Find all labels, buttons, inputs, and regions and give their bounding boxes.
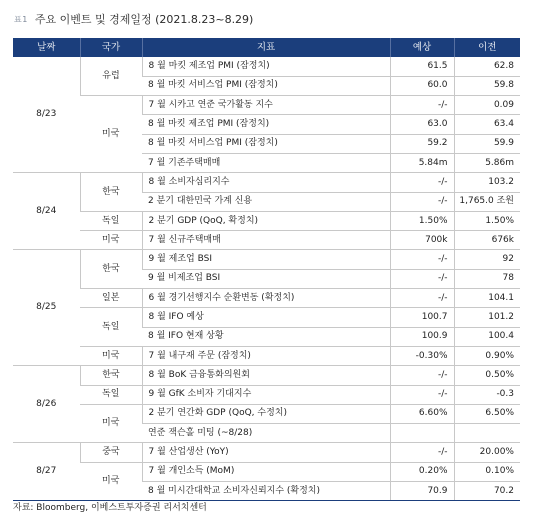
previous-cell: 5.86m (454, 153, 520, 172)
table-row (13, 346, 520, 365)
header-indicator: 지표 (142, 38, 390, 57)
forecast-cell: 60.0 (390, 76, 454, 95)
forecast-cell: -/- (390, 269, 454, 288)
table-row (13, 366, 520, 385)
country-cell: 한국 (80, 173, 142, 212)
previous-cell: 63.4 (454, 115, 520, 134)
previous-cell: 6.50% (454, 404, 520, 423)
previous-cell: 676k (454, 231, 520, 250)
forecast-cell: 100.7 (390, 308, 454, 327)
previous-cell: 1,765.0 조원 (454, 192, 520, 211)
header-country: 국가 (80, 38, 142, 57)
indicator-cell: 8 월 미시간대학교 소비자신뢰지수 (확정치) (142, 482, 390, 501)
forecast-cell: 0.20% (390, 462, 454, 481)
indicator-cell: 8 월 마킷 제조업 PMI (잠정치) (142, 115, 390, 134)
previous-cell: -0.3 (454, 385, 520, 404)
indicator-cell: 6 월 경기선행지수 순환변동 (확정치) (142, 289, 390, 308)
previous-cell: 101.2 (454, 308, 520, 327)
previous-cell: 62.8 (454, 57, 520, 76)
indicator-cell: 9 월 제조업 BSI (142, 250, 390, 269)
forecast-cell: -/- (390, 192, 454, 211)
indicator-cell: 7 월 시카고 연준 국가활동 지수 (142, 96, 390, 115)
indicator-cell: 8 월 마킷 서비스업 PMI (잠정치) (142, 76, 390, 95)
country-cell: 미국 (80, 346, 142, 365)
forecast-cell: 63.0 (390, 115, 454, 134)
indicator-cell: 2 분기 연간화 GDP (QoQ, 수정치) (142, 404, 390, 423)
previous-cell: 103.2 (454, 173, 520, 192)
forecast-cell: -/- (390, 385, 454, 404)
previous-cell: 0.50% (454, 366, 520, 385)
date-cell: 8/25 (13, 250, 80, 366)
table-row (13, 173, 520, 192)
country-cell: 독일 (80, 385, 142, 404)
table-title: 주요 이벤트 및 경제일정 (2021.8.23~8.29) (34, 13, 254, 26)
indicator-cell: 7 월 개인소득 (MoM) (142, 462, 390, 481)
indicator-cell: 7 월 기존주택매매 (142, 153, 390, 172)
previous-cell: 1.50% (454, 211, 520, 230)
previous-cell: 104.1 (454, 289, 520, 308)
forecast-cell: 61.5 (390, 57, 454, 76)
economic-calendar-table (13, 38, 520, 501)
indicator-cell: 8 월 BoK 금융통화의원회 (142, 366, 390, 385)
table-header (13, 38, 520, 57)
forecast-cell: -0.30% (390, 346, 454, 365)
indicator-cell: 8 월 IFO 예상 (142, 308, 390, 327)
header-previous: 이전 (454, 38, 520, 57)
forecast-cell: 70.9 (390, 482, 454, 501)
indicator-cell: 연준 잭슨홀 미팅 (~8/28) (142, 424, 390, 443)
table-row (13, 289, 520, 308)
country-cell: 미국 (80, 404, 142, 443)
country-cell: 한국 (80, 250, 142, 289)
header-forecast: 예상 (390, 38, 454, 57)
previous-cell: 20.00% (454, 443, 520, 462)
header-date: 날짜 (13, 38, 80, 57)
date-cell: 8/23 (13, 57, 80, 173)
country-cell: 미국 (80, 231, 142, 250)
previous-cell: 78 (454, 269, 520, 288)
forecast-cell: -/- (390, 443, 454, 462)
table-row (13, 231, 520, 250)
indicator-cell: 8 월 마킷 서비스업 PMI (잠정치) (142, 134, 390, 153)
table-row (13, 308, 520, 327)
forecast-cell: -/- (390, 250, 454, 269)
forecast-cell: 100.9 (390, 327, 454, 346)
table-number-label: 표1 (14, 14, 28, 24)
forecast-cell: -/- (390, 173, 454, 192)
previous-cell: 0.10% (454, 462, 520, 481)
previous-cell: 59.8 (454, 76, 520, 95)
country-cell: 일본 (80, 289, 142, 308)
indicator-cell: 9 월 비제조업 BSI (142, 269, 390, 288)
indicator-cell: 9 월 GfK 소비자 기대지수 (142, 385, 390, 404)
forecast-cell: 59.2 (390, 134, 454, 153)
country-cell: 독일 (80, 308, 142, 347)
indicator-cell: 2 분기 대한민국 가계 신용 (142, 192, 390, 211)
date-cell: 8/26 (13, 366, 80, 443)
forecast-cell: 5.84m (390, 153, 454, 172)
forecast-cell: -/- (390, 366, 454, 385)
header-row (13, 38, 520, 57)
source-note: 자료: Bloomberg, 이베스트투자증권 리서치센터 (13, 503, 207, 513)
indicator-cell: 8 월 IFO 현재 상황 (142, 327, 390, 346)
forecast-cell: 6.60% (390, 404, 454, 423)
indicator-cell: 8 월 마킷 제조업 PMI (잠정치) (142, 57, 390, 76)
forecast-cell: -/- (390, 289, 454, 308)
previous-cell: 0.90% (454, 346, 520, 365)
indicator-cell: 7 월 산업생산 (YoY) (142, 443, 390, 462)
country-cell: 한국 (80, 366, 142, 385)
table-row (13, 462, 520, 481)
previous-cell: 70.2 (454, 482, 520, 501)
previous-cell (454, 424, 520, 443)
country-cell: 독일 (80, 211, 142, 230)
forecast-cell: 1.50% (390, 211, 454, 230)
country-cell: 미국 (80, 96, 142, 173)
forecast-cell (390, 424, 454, 443)
country-cell: 중국 (80, 443, 142, 462)
previous-cell: 0.09 (454, 96, 520, 115)
forecast-cell: 700k (390, 231, 454, 250)
title-row (14, 9, 253, 29)
table-row (13, 385, 520, 404)
country-cell: 미국 (80, 462, 142, 501)
table-row (13, 250, 520, 269)
table-row (13, 57, 520, 76)
previous-cell: 100.4 (454, 327, 520, 346)
table-body (13, 57, 520, 501)
indicator-cell: 7 월 내구재 주문 (잠정치) (142, 346, 390, 365)
table-row (13, 443, 520, 462)
previous-cell: 59.9 (454, 134, 520, 153)
table-row (13, 96, 520, 115)
date-cell: 8/24 (13, 173, 80, 250)
indicator-cell: 8 월 소비자심리지수 (142, 173, 390, 192)
forecast-cell: -/- (390, 96, 454, 115)
table-row (13, 404, 520, 423)
date-cell: 8/27 (13, 443, 80, 501)
table-row (13, 211, 520, 230)
indicator-cell: 2 분기 GDP (QoQ, 확정치) (142, 211, 390, 230)
indicator-cell: 7 월 신규주택매매 (142, 231, 390, 250)
country-cell: 유럽 (80, 57, 142, 96)
previous-cell: 92 (454, 250, 520, 269)
